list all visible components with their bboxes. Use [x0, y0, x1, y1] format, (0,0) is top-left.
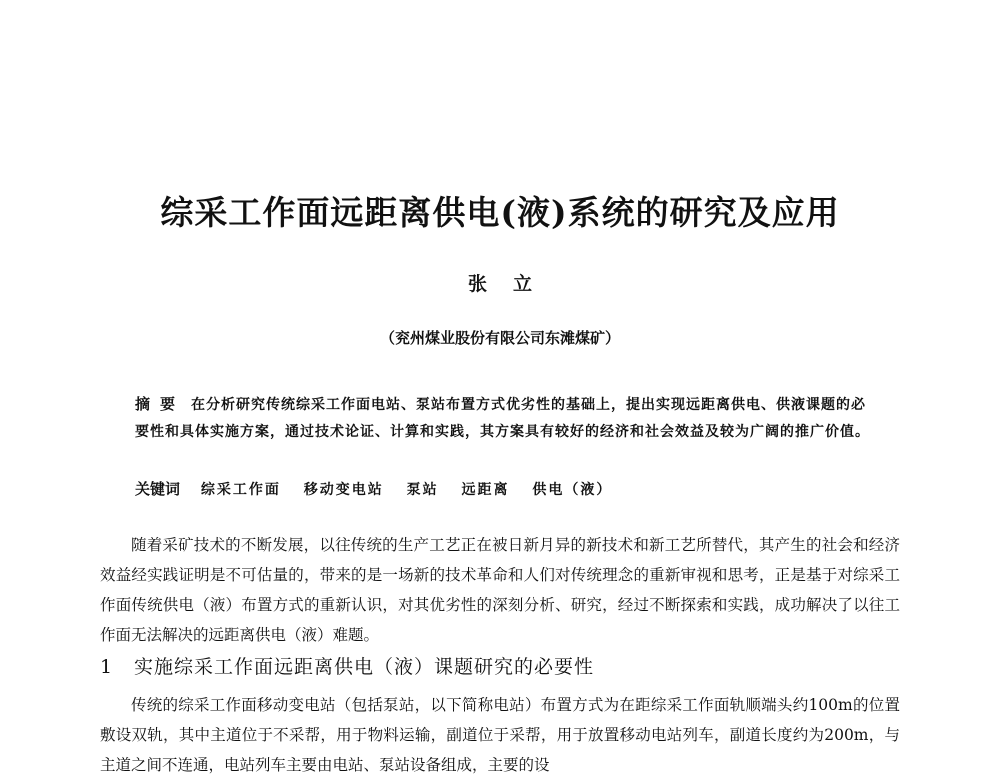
- keyword-item: 泵站: [406, 482, 439, 498]
- abstract: [135, 391, 880, 446]
- section-number: 1: [100, 656, 114, 678]
- intro-paragraph: 随着采矿技术的不断发展，以往传统的生产工艺正在被日新月异的新技术和新工艺所替代，其产生的社会和经济效益经实践证明是不可估量的，带来的是一场新的技术革命和人们对传统理念的重新审视和思考，正是基于对综采工作面传统供电（液）布置方式的重新认识，对其优劣性的深刻分析、研究，经过不断探索和实践，成功解决了以往工作面无法解决的远距离供电（液）难题。: [100, 536, 900, 644]
- keyword-item: 综采工作面: [200, 482, 281, 498]
- author-affiliation: （兖州煤业股份有限公司东滩煤矿）: [379, 329, 620, 347]
- keyword-item: 供电（液）: [532, 482, 613, 498]
- section-title: 实施综采工作面远距离供电（液）课题研究的必要性: [134, 656, 595, 678]
- section-heading: [100, 652, 900, 682]
- keywords: [135, 476, 880, 503]
- keyword-item: 移动变电站: [303, 482, 384, 498]
- keywords-label: 关键词: [135, 480, 181, 498]
- abstract-text: 在分析研究传统综采工作面电站、泵站布置方式优劣性的基础上，提出实现远距离供电、供液课题的必要性和具体实施方案，通过技术论证、计算和实践，其方案具有较好的经济和社会效益及较为广阔的推广价值。: [135, 397, 870, 440]
- section-paragraph: 传统的综采工作面移动变电站（包括泵站，以下简称电站）布置方式为在距综采工作面轨顺端头约100m的位置敷设双轨，其中主道位于不采帮，用于物料运输，副道位于采帮，用于放置移动电站列车，副道长度约为200m，与主道之间不连通，电站列车主要由电站、泵站设备组成，主要的设: [100, 696, 900, 774]
- paper-title: 综采工作面远距离供电(液)系统的研究及应用: [160, 193, 840, 232]
- keyword-item: 远距离: [461, 482, 510, 498]
- author-name: 张立: [467, 273, 558, 295]
- abstract-label: 摘要: [135, 395, 186, 413]
